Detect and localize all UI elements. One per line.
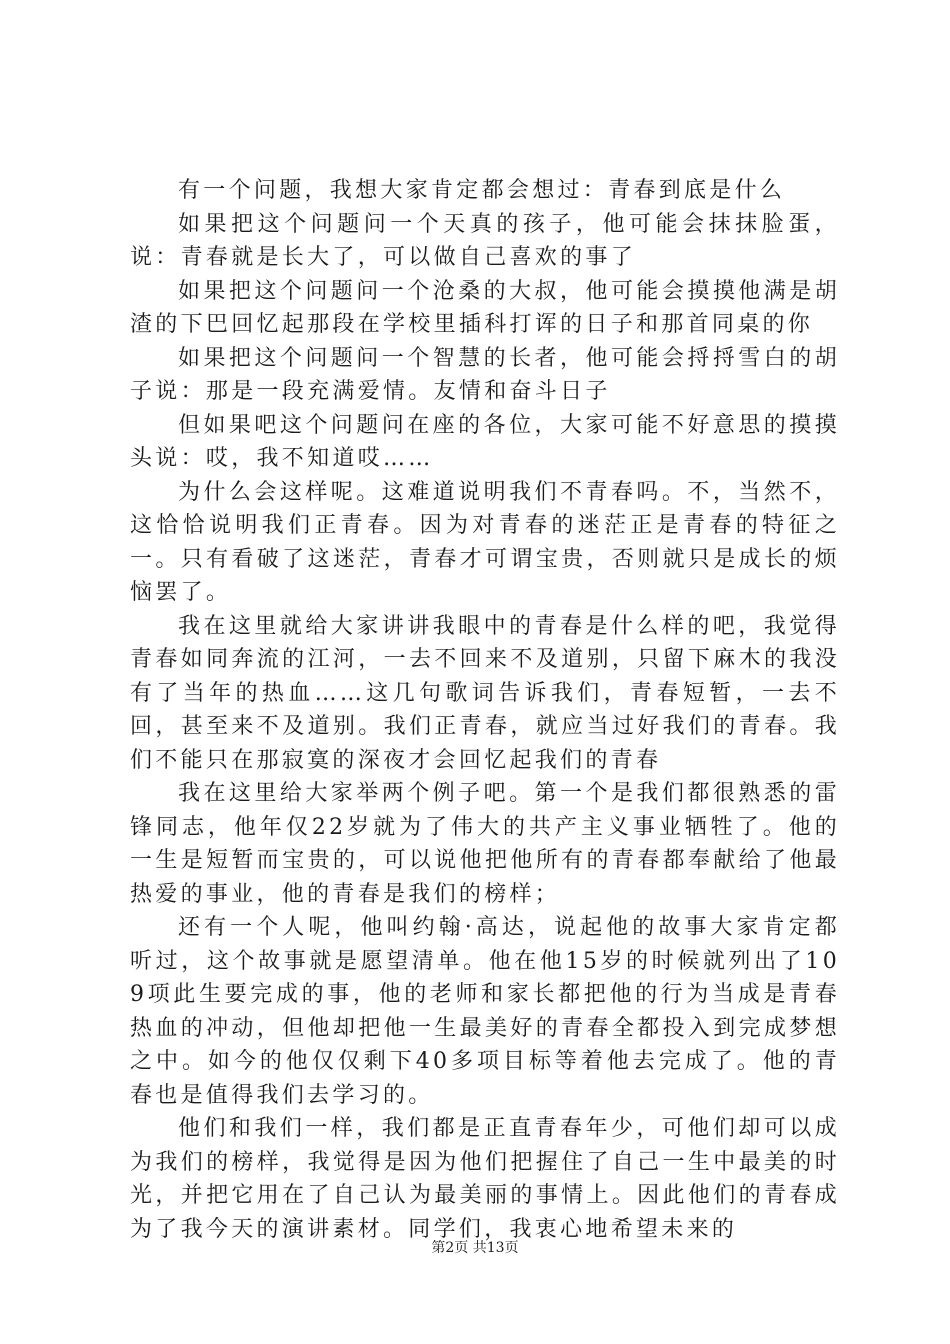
- paragraph: 但如果吧这个问题问在座的各位，大家可能不好意思的摸摸头说：哎，我不知道哎……: [130, 412, 840, 471]
- page-number-footer: 第2页 共13页: [431, 1240, 519, 1256]
- paragraph: 我在这里就给大家讲讲我眼中的青春是什么样的吧，我觉得青春如同奔流的江河，一去不回来不及道别，只留下麻木的我没有了当年的热血……这几句歌词告诉我们，青春短暂，一去不回，甚至来不及道别。我们正青春，就应当过好我们的青春。我们不能只在那寂寞的深夜才会回忆起我们的青春: [130, 613, 840, 773]
- paragraph: 如果把这个问题问一个智慧的长者，他可能会捋捋雪白的胡子说：那是一段充满爱情。友情和奋斗日子: [130, 345, 840, 404]
- paragraph: 如果把这个问题问一个沧桑的大叔，他可能会摸摸他满是胡渣的下巴回忆起那段在学校里插科打诨的日子和那首同桌的你: [130, 278, 840, 337]
- paragraph: 有一个问题，我想大家肯定都会想过：青春到底是什么: [178, 178, 786, 203]
- paragraph: 我在这里给大家举两个例子吧。第一个是我们都很熟悉的雷锋同志，他年仅22岁就为了伟大的共产主义事业牺牲了。他的一生是短暂而宝贵的，可以说他把他所有的青春都奉献给了他最热爱的事业，他的青春是我们的榜样；: [130, 781, 840, 907]
- paragraph: 还有一个人呢，他叫约翰·高达，说起他的故事大家肯定都听过，这个故事就是愿望清单。他在他15岁的时候就列出了109项此生要完成的事，他的老师和家长都把他的行为当成是青春热血的冲动，但他却把他一生最美好的青春全都投入到完成梦想之中。如今的他仅仅剩下40多项目标等着他去完成了。他的青春也是值得我们去学习的。: [130, 915, 840, 1108]
- paragraph: 如果把这个问题问一个天真的孩子，他可能会抹抹脸蛋，说：青春就是长大了，可以做自己喜欢的事了: [130, 211, 840, 270]
- document-body: [130, 174, 840, 1246]
- paragraph: 为什么会这样呢。这难道说明我们不青春吗。不，当然不，这恰恰说明我们正青春。因为对青春的迷茫正是青春的特征之一。只有看破了这迷茫，青春才可谓宝贵，否则就只是成长的烦恼罢了。: [130, 479, 840, 605]
- paragraph: 他们和我们一样，我们都是正直青春年少，可他们却可以成为我们的榜样，我觉得是因为他们把握住了自己一生中最美的时光，并把它用在了自己认为最美丽的事情上。因此他们的青春成为了我今天的演讲素材。同学们，我衷心地希望未来的: [130, 1116, 840, 1242]
